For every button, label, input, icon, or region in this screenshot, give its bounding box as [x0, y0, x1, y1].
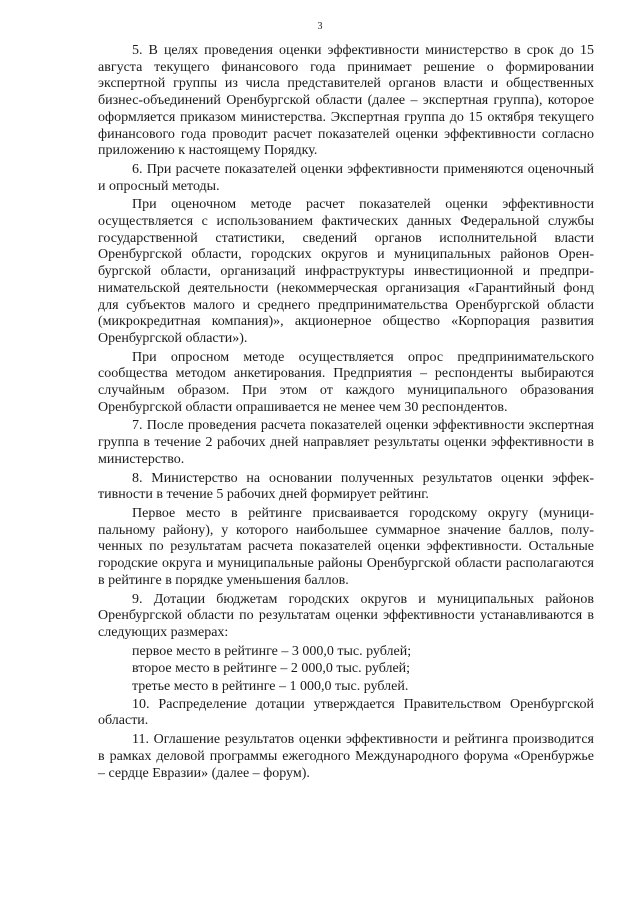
page-number: 3: [317, 21, 323, 32]
list-item-first-place: первое место в рейтинге – 3 000,0 тыс. рублей;: [132, 643, 412, 659]
paragraph-10: 10. Распределение дотации утверждается Правительством Оренбургской области.: [98, 696, 594, 729]
paragraph-ranking-rule: Первое место в рейтинге присваивается городскому округу (муниципальному району), у которого наибольшее суммарное значение баллов, полученных по результатам расчета показателей оценки эффективности. Остальные городские округа и муниципальные районы Оренбургской области располагаются в рейтинге в порядке уменьшения баллов.: [98, 505, 594, 588]
paragraph-5: 5. В целях проведения оценки эффективности министерство в срок до 15 августа текущего финансового года принимает решение о формировании экспертной группы из числа представителей органов власти и общественных бизнес-объединений Оренбургской области (далее – экспертная группа), которое оформляется приказом министерства. Экспертная группа до 15 октября текущего финансового года проводит расчет показателей оценки эффективности согласно приложению к настоящему Порядку.: [98, 43, 594, 159]
paragraph-evaluation-method: При оценочном методе расчет показателей оценки эффективности осуществляется с использованием фактических данных Федеральной службы государственной статистики, сведений органов исполнительной власти Оренбургской области, городских округов и муниципальных районов Оренбургской области, организаций инфраструктуры инвестиционной и предпринимательской деятельности (некоммерческая организация «Гарантийный фонд для субъектов малого и среднего предпринимательства Оренбургской области (микрокредитная компания)», акционерное общество «Корпорация развития Оренбургской области»).: [98, 197, 594, 346]
document-body: [98, 43, 594, 784]
paragraph-survey-method: При опросном методе осуществляется опрос предпринимательского сообщества методом анкетирования. Предприятия – респонденты выбираются случайным образом. При этом от каждого муниципального образования Оренбургской области опрашивается не менее чем 30 респондентов.: [98, 349, 594, 415]
paragraph-11: 11. Оглашение результатов оценки эффективности и рейтинга производится в рамках деловой программы ежегодного Международного форума «Оренбуржье – сердце Евразии» (далее – форум).: [98, 732, 594, 781]
paragraph-9: 9. Дотации бюджетам городских округов и муниципальных районов Оренбургской области по результатам оценки эффективности устанавливаются в следующих размерах:: [98, 591, 594, 640]
paragraph-8: 8. Министерство на основании полученных результатов оценки эффективности в течение 5 рабочих дней формирует рейтинг.: [98, 470, 594, 503]
list-item-second-place: второе место в рейтинге – 2 000,0 тыс. рублей;: [132, 661, 411, 677]
paragraph-6: 6. При расчете показателей оценки эффективности применяются оценочный и опросный методы.: [98, 161, 594, 194]
paragraph-7: 7. После проведения расчета показателей оценки эффективности экспертная группа в течение 2 рабочих дней направляет результаты оценки эффективности в министерство.: [98, 418, 594, 467]
list-item-third-place: третье место в рейтинге – 1 000,0 тыс. рублей.: [132, 679, 409, 695]
